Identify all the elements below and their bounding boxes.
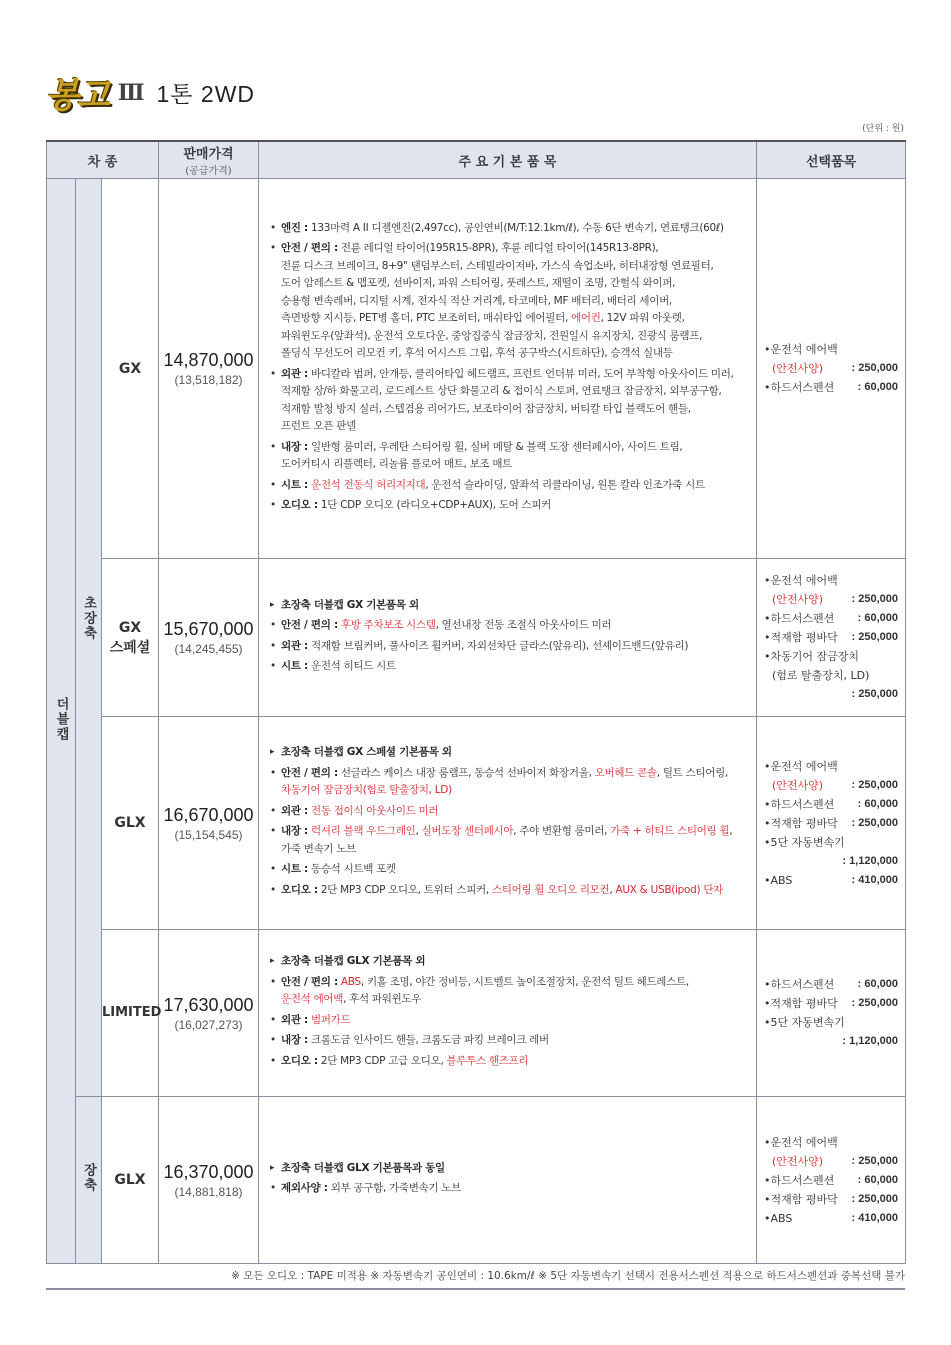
price-limited: 17,630,000 (16,027,273): [159, 930, 259, 1097]
options-limited: •하드서스펜션 : 60,000 •적재함 평바닥 : 250,000 •5단 자동변속기 : 1,120,000: [757, 930, 906, 1097]
options-glx: •운전석 에어백 (안전사양) : 250,000 •하드서스펜션 : 60,000 •적재함 평바닥 : 250,000 •5단 자동변속기 : 1,120,000 •ABS : 410,000: [757, 717, 906, 930]
group-long-label: 초장축: [76, 179, 102, 1097]
options-glx-std: •운전석 에어백 (안전사양) : 250,000 •하드서스펜션 : 60,000 •적재함 평바닥 : 250,000 •ABS : 410,000: [757, 1097, 906, 1264]
table-row: [47, 179, 906, 559]
items-gx: • 엔진 : 133마력 A II 디젤엔진(2,497cc), 공인연비(M/T:12.1km/ℓ), 수동 6단 변속기, 연료탱크(60ℓ) • 안전 / 편의 : 전륜 레디얼 타이어(195R15-8PR), 후륜 레디얼 타이어(145R13-8PR), 전륜 디스크 브레이크, 8+9" 탠덤부스터, 스테빌라이저바, 가스식 쇽업소바, 히터내장형 연료필터, 도어 암레스트 & 맵포켓, 선바이저, 파워 스티어링, 풋레스트, 재떨이 조명, 간헐식 와이퍼, 승용형 변속레버, 디지털 시계, 전자식 적산 거리계, 타코메타, MF 배터리, 배터리 세이버, 측면방향 지시등, PET병 홀더, PTC 보조히터, 매쉬타입 에어필터, 에어컨, 12V 파워 아웃렛, 파워윈도우(앞좌석), 운전석 오토다운, 중앙집중식 잠금장치, 전원일시 유지장치, 진광식 룸램프, 폴딩식 무선도어 리모컨 키, 후석 어시스트 그립, 후석 공구박스(시트하단), 승객석 실내등 • 외관 : 바디칼라 범퍼, 안개등, 클리어타입 헤드램프, 프런트 언더뷰 미러, 도어 부착형 아웃사이드 미러, 적재함 상/하 화물고리, 로드레스트 상단 화물고리 & 접이식 스토퍼, 연료탱크 잠금장치, 외부공구함, 적재함 발청 방지 실러, 스텝겸용 리어가드, 보조타이어 잠금장치, 버티칼 타입 블랙도어 핸들, 프런트 오픈 판넬 • 내장 : 일반형 룸미러, 우레탄 스티어링 휠, 실버 메탈 & 블랙 도장 센터페시아, 사이드 트림, 도어커티시 리플렉터, 리놀륨 플로어 매트, 보조 매트 • 시트 : 운전석 전동식 허리지지대, 운전석 슬라이딩, 앞좌석 리클라이닝, 원톤 칼라 인조가죽 시트 • 오디오 : 1단 CDP 오디오 (라디오+CDP+AUX), 도어 스피커: [259, 179, 757, 559]
col-header-options: 선택품목: [757, 141, 906, 179]
options-gx-special: •운전석 에어백 (안전사양) : 250,000 •하드서스펜션 : 60,000 •적재함 평바닥 : 250,000 •차동기어 잠금장치 (험로 탈출장치, LD) : 250,000: [757, 559, 906, 717]
trim-gx: GX: [102, 179, 159, 559]
price-table: [46, 140, 906, 1264]
items-gx-special: ▸ 초장축 더블캡 GX 기본품목 외 • 안전 / 편의 : 후방 주차보조 시스템, 열선내장 전동 조절식 아웃사이드 미러 • 외관 : 적재함 브림커버, 풀사이즈 휠커버, 자외선차단 글라스(앞유리), 선셰이드밴드(앞유리) • 시트 : 운전석 히티드 시트: [259, 559, 757, 717]
page-title: [46, 68, 255, 117]
table-row: [47, 930, 906, 1097]
price-glx-std: 16,370,000 (14,881,818): [159, 1097, 259, 1264]
items-glx-std: ▸ 초장축 더블캡 GLX 기본품목과 동일 • 제외사양 : 외부 공구함, 가죽변속기 노브: [259, 1097, 757, 1264]
trim-glx-std: GLX: [102, 1097, 159, 1264]
bongo-logo: 봉고: [46, 76, 108, 116]
trim-limited: LIMITED: [102, 930, 159, 1097]
model-roman-numeral: Ⅲ: [117, 79, 145, 106]
group-std-label: 장축: [76, 1097, 102, 1264]
price-gx-special: 15,670,000 (14,245,455): [159, 559, 259, 717]
cab-label: 더블캡: [47, 179, 76, 1264]
price-gx: 14,870,000 (13,518,182): [159, 179, 259, 559]
items-glx: ▸ 초장축 더블캡 GX 스페셜 기본품목 외 • 안전 / 편의 : 선글라스 케이스 내장 룸램프, 동승석 선바이저 화장거울, 오버헤드 콘솔, 틸트 스티어링, 차동기어 잠금장치(험로 탈출장치, LD) • 외관 : 전동 접이식 아웃사이드 미러 • 내장 : 럭셔리 블랙 우드그레인, 실버도장 센터페시아, 주야 변환형 룸미러, 가죽 + 히티드 스티어링 휠, 가죽 변속기 노브 • 시트 : 동승석 시트백 포켓 • 오디오 : 2단 MP3 CDP 오디오, 트위터 스피커, 스티어링 휠 오디오 리모컨, AUX & USB(ipod) 단자: [259, 717, 757, 930]
options-gx: •운전석 에어백 (안전사양) : 250,000 •하드서스펜션 : 60,000: [757, 179, 906, 559]
table-row: [47, 559, 906, 717]
items-limited: ▸ 초장축 더블캡 GLX 기본품목 외 • 안전 / 편의 : ABS, 키홀 조명, 야간 정비등, 시트벨트 높이조절장치, 운전석 틸트 헤드레스트, 운전석 에어백, 후석 파워윈도우 • 외관 : 범퍼가드 • 내장 : 크롬도금 인사이드 핸들, 크롬도금 파킹 브레이크 레버 • 오디오 : 2단 MP3 CDP 고급 오디오, 블루투스 핸즈프리: [259, 930, 757, 1097]
price-glx: 16,670,000 (15,154,545): [159, 717, 259, 930]
model-name: 1톤 2WD: [156, 81, 256, 107]
table-row: [47, 1097, 906, 1264]
table-row: [47, 717, 906, 930]
unit-label: (단위 : 원): [862, 124, 904, 134]
trim-gx-special: GX 스페셜: [102, 559, 159, 717]
footnote: ※ 모든 오디오 : TAPE 미적용 ※ 자동변속기 공인연비 : 10.6km/ℓ ※ 5단 자동변속기 선택시 전용서스펜션 적용으로 하드서스펜션과 중복선택 불가: [46, 1266, 905, 1290]
trim-glx: GLX: [102, 717, 159, 930]
col-header-type: 차 종: [47, 141, 159, 179]
col-header-items: 주 요 기 본 품 목: [259, 141, 757, 179]
col-header-price: 판매가격 (공급가격): [159, 141, 259, 179]
